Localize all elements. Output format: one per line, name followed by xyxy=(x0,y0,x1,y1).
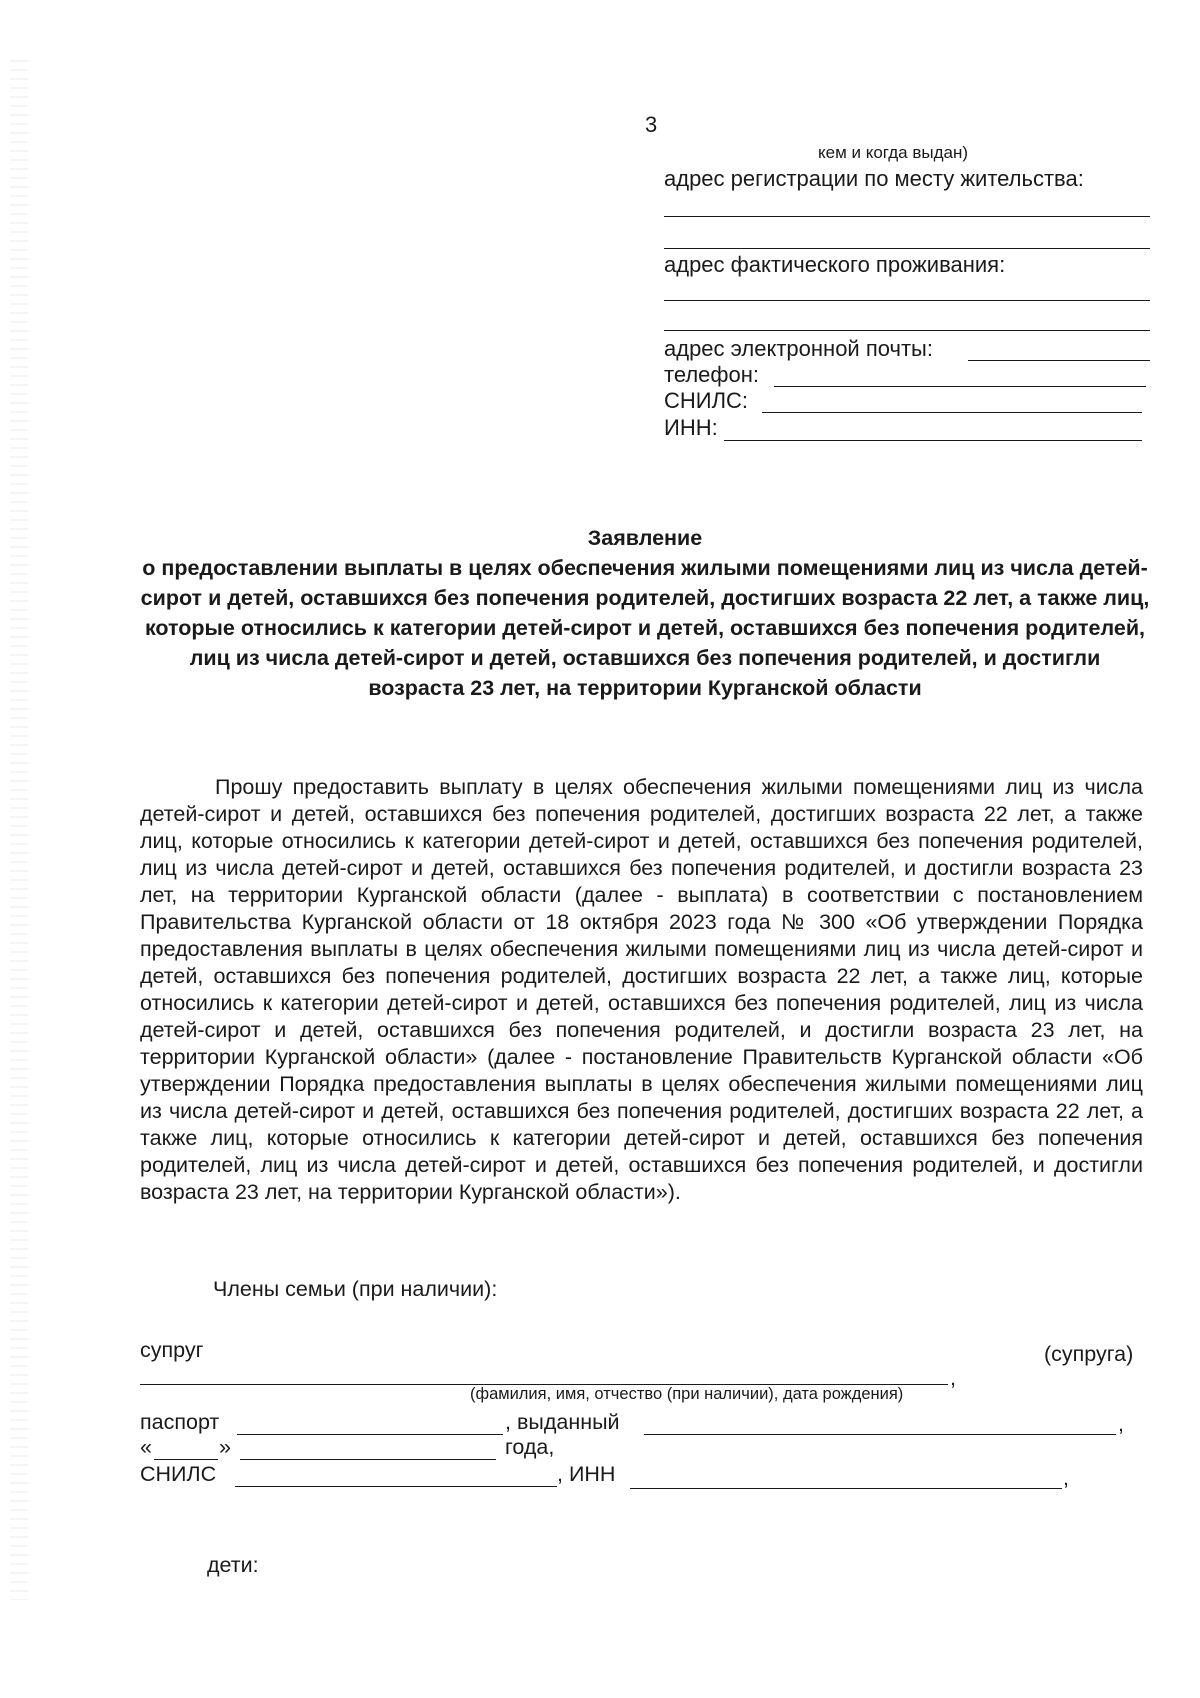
passport-label: паспорт xyxy=(140,1410,220,1434)
snils-header-line[interactable] xyxy=(762,412,1142,413)
application-body xyxy=(140,774,1143,1206)
actual-address-label: адрес фактического проживания: xyxy=(664,252,1006,277)
registration-address-label: адрес регистрации по месту жительства: xyxy=(664,166,1084,191)
date-day-line[interactable] xyxy=(154,1459,218,1460)
registration-address-line-2[interactable] xyxy=(664,248,1150,249)
phone-label: телефон: xyxy=(664,362,760,387)
email-line[interactable] xyxy=(968,360,1150,361)
inn-label: , ИНН xyxy=(557,1462,616,1486)
actual-address-line-2[interactable] xyxy=(664,330,1150,331)
phone-line[interactable] xyxy=(774,386,1146,387)
date-quote-open: « xyxy=(140,1435,152,1459)
children-label: дети: xyxy=(207,1553,259,1577)
spouse-name-caption: (фамилия, имя, отчество (при наличии), дата рождения) xyxy=(470,1385,904,1403)
snils-header-label: СНИЛС: xyxy=(664,388,749,413)
title-heading: Заявление xyxy=(587,526,703,550)
date-month-year-line[interactable] xyxy=(240,1459,496,1460)
issued-by-line[interactable] xyxy=(644,1434,1116,1435)
inn-line-comma: , xyxy=(1063,1466,1069,1490)
scan-edge-noise xyxy=(10,60,28,1600)
email-label: адрес электронной почты: xyxy=(664,336,933,361)
spouse-alt-label: (супруга) xyxy=(1044,1342,1134,1366)
spouse-label: супруг xyxy=(140,1338,204,1362)
date-quote-close: » xyxy=(219,1435,231,1459)
passport-line[interactable] xyxy=(237,1434,503,1435)
page-number: 3 xyxy=(645,112,658,137)
inn-header-label: ИНН: xyxy=(664,415,718,440)
issued-line-comma: , xyxy=(1118,1412,1124,1436)
registration-address-line-1[interactable] xyxy=(664,216,1150,217)
snils-line[interactable] xyxy=(235,1486,557,1487)
snils-label: СНИЛС xyxy=(140,1462,217,1486)
title-subheading: о предоставлении выплаты в целях обеспечения жилыми помещениями лиц из числа детей-сирот и детей, оставшихся без попечения родителей, достигших возраста 22 лет, а также лиц, которые относились к категории детей-сирот и детей, оставшихся без попечения родителей, лиц из числа детей-сирот и детей, оставшихся без попечения родителей, и достигли возраста 23 лет, на территории Курганской области xyxy=(140,556,1150,700)
actual-address-line-1[interactable] xyxy=(664,300,1150,301)
spouse-line-comma: , xyxy=(950,1366,956,1390)
year-label: года, xyxy=(505,1435,555,1459)
document-title xyxy=(140,523,1150,703)
family-members-heading: Члены семьи (при наличии): xyxy=(213,1277,498,1301)
inn-header-line[interactable] xyxy=(724,440,1142,441)
inn-line[interactable] xyxy=(630,1488,1062,1489)
issued-label: , выданный xyxy=(505,1410,620,1434)
application-paragraph: Прошу предоставить выплату в целях обеспечения жилыми помещениями лиц из числа детей-сирот и детей, оставшихся без попечения родителей, достигших возраста 22 лет, а также лиц, которые относились к категории детей-сирот и детей, оставшихся без попечения родителей, лиц из числа детей-сирот и детей, оставшихся без попечения родителей, и достигли возраста 23 лет, на территории Курганской области (далее - выплата) в соответствии с постановлением Правительства Курганской области от 18 октября 2023 года № 300 «Об утверждении Порядка предоставления выплаты в целях обеспечения жилыми помещениями лиц из числа детей-сирот и детей, оставшихся без попечения родителей, достигших возраста 22 лет, а также лиц, которые относились к категории детей-сирот и детей, оставшихся без попечения родителей, лиц из числа детей-сирот и детей, оставшихся без попечения родителей, и достигли возраста 23 лет, на территории Курганской области» (далее - постановление Правительств Курганской области «Об утверждении Порядка предоставления выплаты в целях обеспечения жилыми помещениями лиц из числа детей-сирот и детей, оставшихся без попечения родителей, достигших возраста 22 лет, а также лиц, которые относились к категории детей-сирот и детей, оставшихся без попечения родителей, лиц из числа детей-сирот и детей, оставшихся без попечения родителей, и достигли возраста 23 лет, на территории Курганской области»). xyxy=(140,775,1143,1204)
issued-by-caption: кем и когда выдан) xyxy=(818,143,969,162)
